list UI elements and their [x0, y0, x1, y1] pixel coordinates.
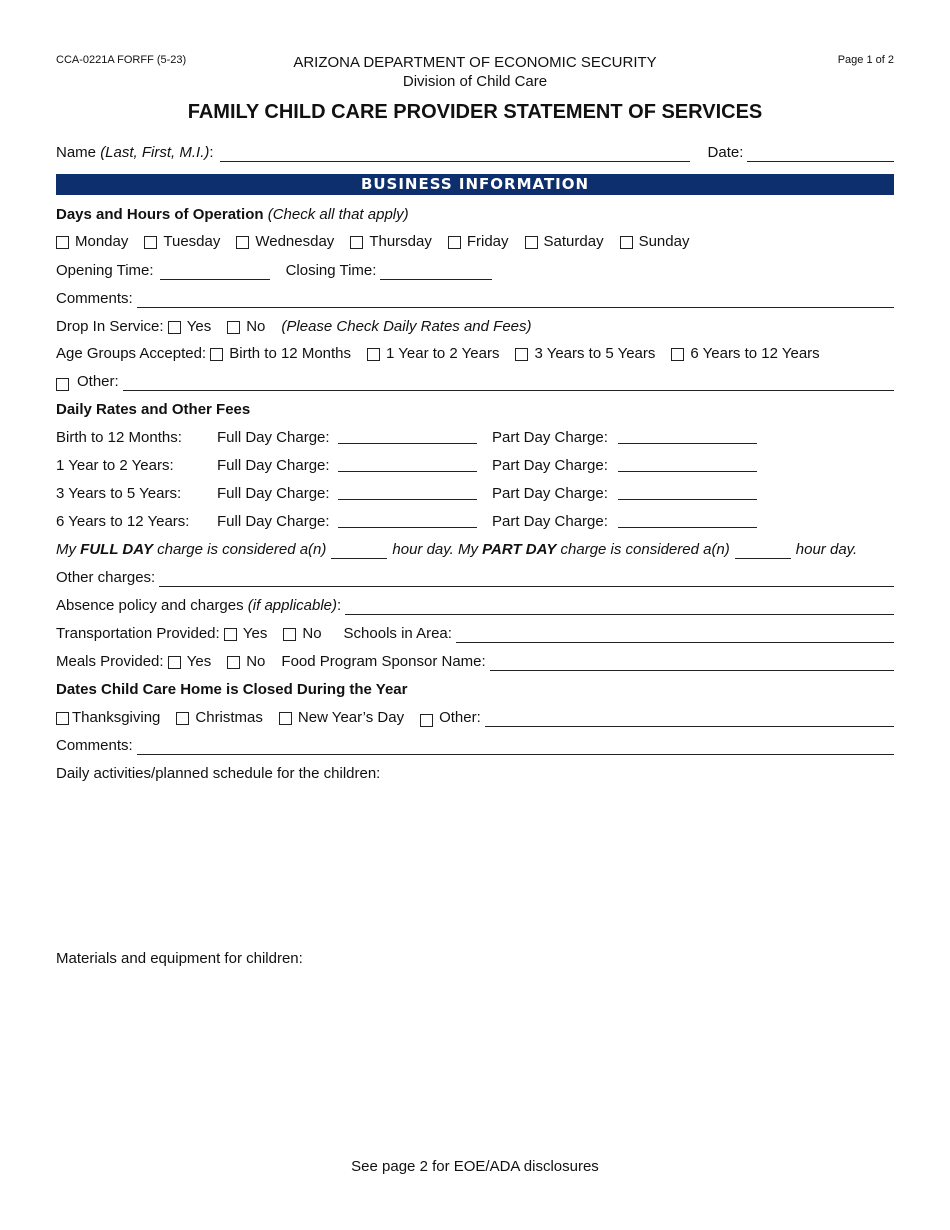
schools-label: Schools in Area:	[343, 625, 452, 642]
age-other-label: Other:	[77, 373, 119, 390]
checkbox[interactable]	[367, 348, 380, 361]
day-option-monday[interactable]: Monday	[56, 233, 128, 251]
closed-christmas[interactable]: Christmas	[176, 709, 263, 727]
drop-in-no[interactable]: No	[227, 318, 265, 336]
footer-note: See page 2 for EOE/ADA disclosures	[351, 1158, 599, 1175]
opening-time-label: Opening Time:	[56, 262, 154, 279]
closed-new-years[interactable]: New Year’s Day	[279, 709, 404, 727]
meals-no[interactable]: No	[227, 653, 265, 671]
closing-time-label: Closing Time:	[285, 262, 377, 279]
full-day-label: Full Day Charge:	[217, 429, 330, 446]
day-option-saturday[interactable]: Saturday	[525, 233, 604, 251]
drop-in-label: Drop In Service:	[56, 318, 164, 335]
meals-label: Meals Provided:	[56, 653, 164, 670]
age-option-3-5y[interactable]: 3 Years to 5 Years	[515, 345, 655, 363]
other-charges-label: Other charges:	[56, 569, 156, 586]
day-option-friday[interactable]: Friday	[448, 233, 509, 251]
part-day-field[interactable]	[618, 513, 757, 528]
drop-in-yes[interactable]: Yes	[168, 318, 211, 336]
materials-label: Materials and equipment for children:	[56, 950, 303, 967]
part-day-label: Part Day Charge:	[492, 513, 608, 530]
checkbox[interactable]	[515, 348, 528, 361]
page-number: Page 1 of 2	[837, 54, 894, 66]
age-other-checkbox[interactable]	[56, 378, 69, 391]
agency-header	[0, 53, 950, 91]
drop-in-note: (Please Check Daily Rates and Fees)	[281, 318, 532, 335]
day-option-thursday[interactable]: Thursday	[350, 233, 432, 251]
rate-age-label: 1 Year to 2 Years:	[56, 457, 174, 474]
rate-age-label: Birth to 12 Months:	[56, 429, 182, 446]
opening-time-field[interactable]	[160, 265, 270, 280]
full-day-label: Full Day Charge:	[217, 513, 330, 530]
checkbox[interactable]	[525, 236, 538, 249]
absence-field[interactable]	[345, 600, 894, 615]
form-id: CCA-0221A FORFF (5-23)	[56, 54, 187, 66]
transportation-no[interactable]: No	[283, 625, 321, 643]
rate-row	[56, 513, 776, 531]
checkbox[interactable]	[56, 236, 69, 249]
checkbox[interactable]	[448, 236, 461, 249]
date-field[interactable]	[747, 147, 894, 162]
closed-other-field[interactable]	[485, 712, 894, 727]
closed-other-checkbox[interactable]	[420, 714, 433, 727]
transportation-yes[interactable]: Yes	[224, 625, 267, 643]
rate-row	[56, 457, 776, 475]
comments-field[interactable]	[137, 740, 894, 755]
checkbox[interactable]	[283, 628, 296, 641]
checkbox[interactable]	[224, 628, 237, 641]
part-day-label: Part Day Charge:	[492, 429, 608, 446]
comments-row-2	[56, 737, 894, 755]
day-option-tuesday[interactable]: Tuesday	[144, 233, 220, 251]
name-field[interactable]	[220, 147, 690, 162]
rate-age-label: 6 Years to 12 Years:	[56, 513, 190, 530]
drop-in-row	[56, 318, 894, 336]
age-groups-row	[56, 345, 894, 363]
day-definition-row: My FULL DAY charge is considered a(n) hour day. My PART DAY charge is considered a(n) hour day.	[56, 541, 858, 558]
age-option-6-12y[interactable]: 6 Years to 12 Years	[671, 345, 819, 363]
division-name: Division of Child Care	[402, 73, 548, 90]
transportation-row	[56, 625, 894, 643]
rate-row	[56, 429, 776, 447]
part-day-field[interactable]	[618, 485, 757, 500]
full-day-field[interactable]	[338, 513, 477, 528]
checkbox[interactable]	[168, 321, 181, 334]
part-day-hours-field[interactable]	[735, 544, 791, 559]
checkbox[interactable]	[279, 712, 292, 725]
closed-options-row	[56, 709, 894, 727]
age-other-row	[56, 373, 894, 391]
checkbox[interactable]	[168, 656, 181, 669]
closing-time-field[interactable]	[380, 265, 492, 280]
age-groups-label: Age Groups Accepted:	[56, 345, 207, 362]
name-row: Name (Last, First, M.I.) : Date:	[56, 144, 894, 162]
checkbox[interactable]	[620, 236, 633, 249]
closed-heading: Dates Child Care Home is Closed During the Year	[56, 681, 408, 698]
activities-area[interactable]	[56, 786, 894, 936]
rate-age-label: 3 Years to 5 Years:	[56, 485, 182, 502]
age-other-field[interactable]	[123, 376, 894, 391]
age-option-1-2y[interactable]: 1 Year to 2 Years	[367, 345, 499, 363]
other-charges-field[interactable]	[159, 572, 894, 587]
closed-other-label: Other:	[439, 709, 481, 726]
name-label: Name	[56, 144, 97, 161]
comments-row-1	[56, 290, 894, 308]
full-day-label: Full Day Charge:	[217, 457, 330, 474]
meals-row	[56, 653, 894, 671]
day-option-wednesday[interactable]: Wednesday	[236, 233, 334, 251]
full-day-field[interactable]	[338, 429, 477, 444]
comments-field[interactable]	[137, 293, 894, 308]
part-day-field[interactable]	[618, 457, 757, 472]
activities-label: Daily activities/planned schedule for the children:	[56, 765, 381, 782]
absence-label: Absence policy and charges	[56, 597, 244, 614]
days-heading: Days and Hours of Operation (Check all that apply)	[56, 206, 409, 223]
comments-label: Comments:	[56, 290, 133, 307]
absence-row: Absence policy and charges (if applicable) :	[56, 597, 894, 615]
part-day-field[interactable]	[618, 429, 757, 444]
checkbox[interactable]	[56, 712, 69, 725]
closed-thanksgiving[interactable]: Thanksgiving	[56, 709, 160, 727]
full-day-hours-field[interactable]	[331, 544, 387, 559]
full-day-field[interactable]	[338, 457, 477, 472]
age-option-birth-12m[interactable]: Birth to 12 Months	[210, 345, 351, 363]
checkbox[interactable]	[227, 656, 240, 669]
checkbox[interactable]	[227, 321, 240, 334]
meals-yes[interactable]: Yes	[168, 653, 211, 671]
checkbox[interactable]	[144, 236, 157, 249]
name-label-hint: (Last, First, M.I.)	[100, 144, 210, 161]
schools-field[interactable]	[456, 628, 894, 643]
business-information-banner: BUSINESS INFORMATION	[56, 174, 894, 195]
agency-name: ARIZONA DEPARTMENT OF ECONOMIC SECURITY	[293, 54, 657, 71]
comments-label: Comments:	[56, 737, 133, 754]
checkbox[interactable]	[236, 236, 249, 249]
transportation-label: Transportation Provided:	[56, 625, 220, 642]
date-label: Date:	[707, 144, 744, 161]
times-row	[56, 262, 894, 280]
day-option-sunday[interactable]: Sunday	[620, 233, 690, 251]
checkbox[interactable]	[176, 712, 189, 725]
days-options	[56, 233, 894, 251]
part-day-label: Part Day Charge:	[492, 485, 608, 502]
full-day-field[interactable]	[338, 485, 477, 500]
rate-row	[56, 485, 776, 503]
checkbox[interactable]	[210, 348, 223, 361]
part-day-label: Part Day Charge:	[492, 457, 608, 474]
checkbox[interactable]	[350, 236, 363, 249]
sponsor-label: Food Program Sponsor Name:	[281, 653, 486, 670]
sponsor-field[interactable]	[490, 656, 894, 671]
full-day-label: Full Day Charge:	[217, 485, 330, 502]
rates-heading: Daily Rates and Other Fees	[56, 401, 251, 418]
materials-area[interactable]	[56, 972, 894, 1142]
checkbox[interactable]	[671, 348, 684, 361]
other-charges-row	[56, 569, 894, 587]
page-title: FAMILY CHILD CARE PROVIDER STATEMENT OF SERVICES	[187, 101, 763, 123]
